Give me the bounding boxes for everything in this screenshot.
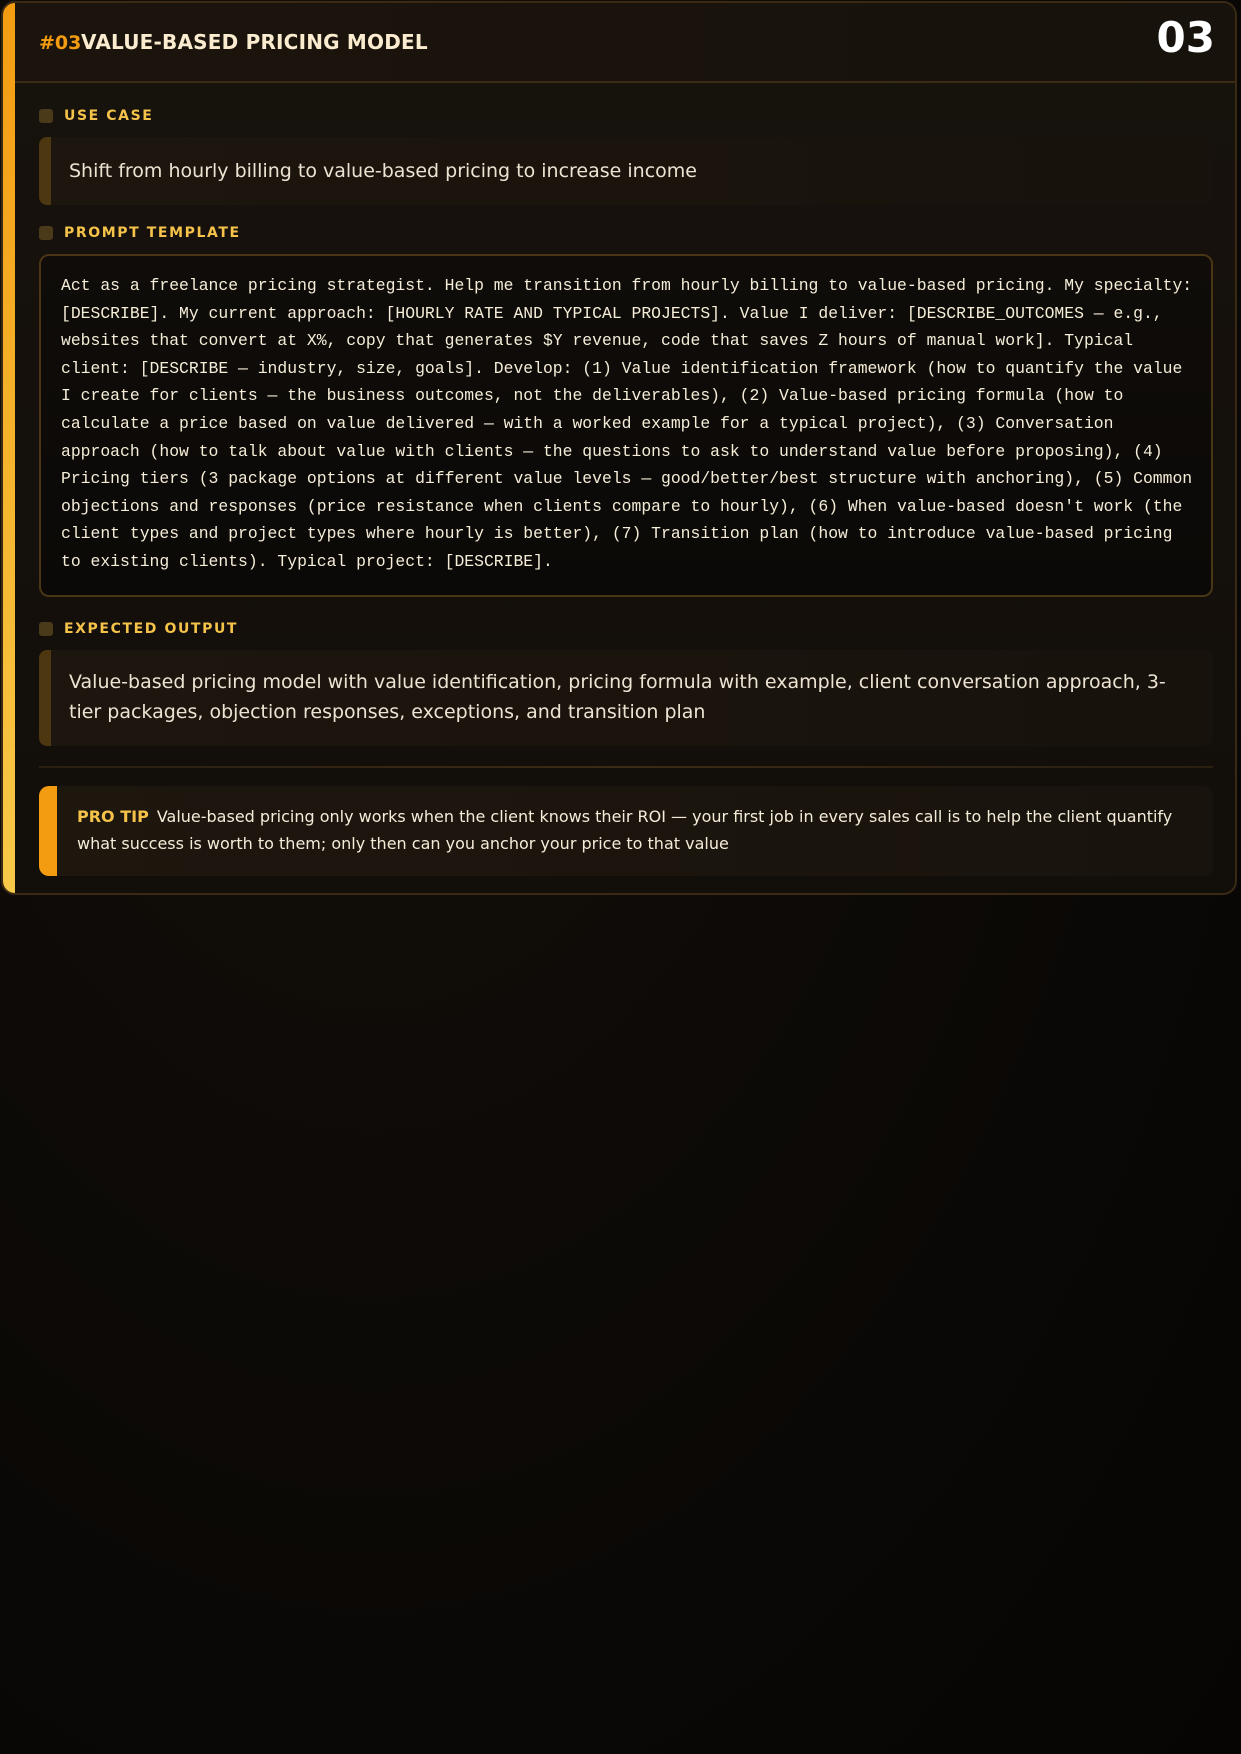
expected-output-text: Value-based pricing model with value identification, pricing formula with example, client conversation approach, 3-tier packages, objection responses, exceptions, and transition plan [69,671,1166,723]
prompt-template-text: Act as a freelance pricing strategist. Help me transition from hourly billing to value-based pricing. My specialty: [DESCRIBE]. My current approach: [HOURLY RATE AND TYPICAL PROJECTS]. Value I deliver: [DESCRIBE_OUTCOMES — e.g., websites that convert at X%, copy that generates $Y revenue, code that saves Z hours of manual work]. Typical client: [DESCRIBE — industry, size, goals]. Develop: (1) Value identification framework (how to quantify the value I create for clients — the business outcomes, not the deliverables), (2) Value-based pricing formula (how to calculate a price based on value delivered — with a worked example for a typical project), (3) Conversation approach (how to talk about value with clients — the questions to ask to understand value before proposing), (4) Pricing tiers (3 package options at different value levels — good/better/best structure with anchoring), (5) Common objections and responses (price resistance when clients compare to hourly), (6) When value-based doesn't work (the client types and project types where hourly is better), (7) Transition plan (how to introduce value-based pricing to existing clients). Typical project: [DESCRIBE]. [61,276,1202,571]
card-big-number: 03 [1156,13,1215,62]
expected-output-heading [39,621,238,637]
use-case-box [39,137,1213,205]
expected-output-label: EXPECTED OUTPUT [64,621,239,637]
square-bullet-icon [39,622,53,636]
prompt-card [1,1,1237,895]
prompt-template-label: PROMPT TEMPLATE [64,225,241,241]
pro-tip-content [77,803,1187,857]
square-bullet-icon [39,109,53,123]
pro-tip-label: PRO TIP [77,807,149,826]
section-divider [39,766,1213,768]
card-title: VALUE-BASED PRICING MODEL [81,30,428,54]
expected-output-box [39,650,1213,746]
card-header [15,3,1235,83]
pro-tip-text: Value-based pricing only works when the client knows their ROI — your first job in every sales call is to help the client quantify what success is worth to them; only then can you anchor your price to that value [77,807,1173,853]
card-accent-bar [3,3,15,893]
prompt-template-heading [39,225,241,241]
square-bullet-icon [39,226,53,240]
card-number-tag: #03 [39,32,82,54]
use-case-side-bar [39,137,51,205]
expected-output-side-bar [39,650,51,746]
pro-tip-side-bar [39,786,57,876]
use-case-text: Shift from hourly billing to value-based pricing to increase income [69,160,697,182]
use-case-label: USE CASE [64,108,154,124]
prompt-template-box [39,254,1213,597]
pro-tip-box [39,786,1213,876]
use-case-heading [39,108,153,124]
